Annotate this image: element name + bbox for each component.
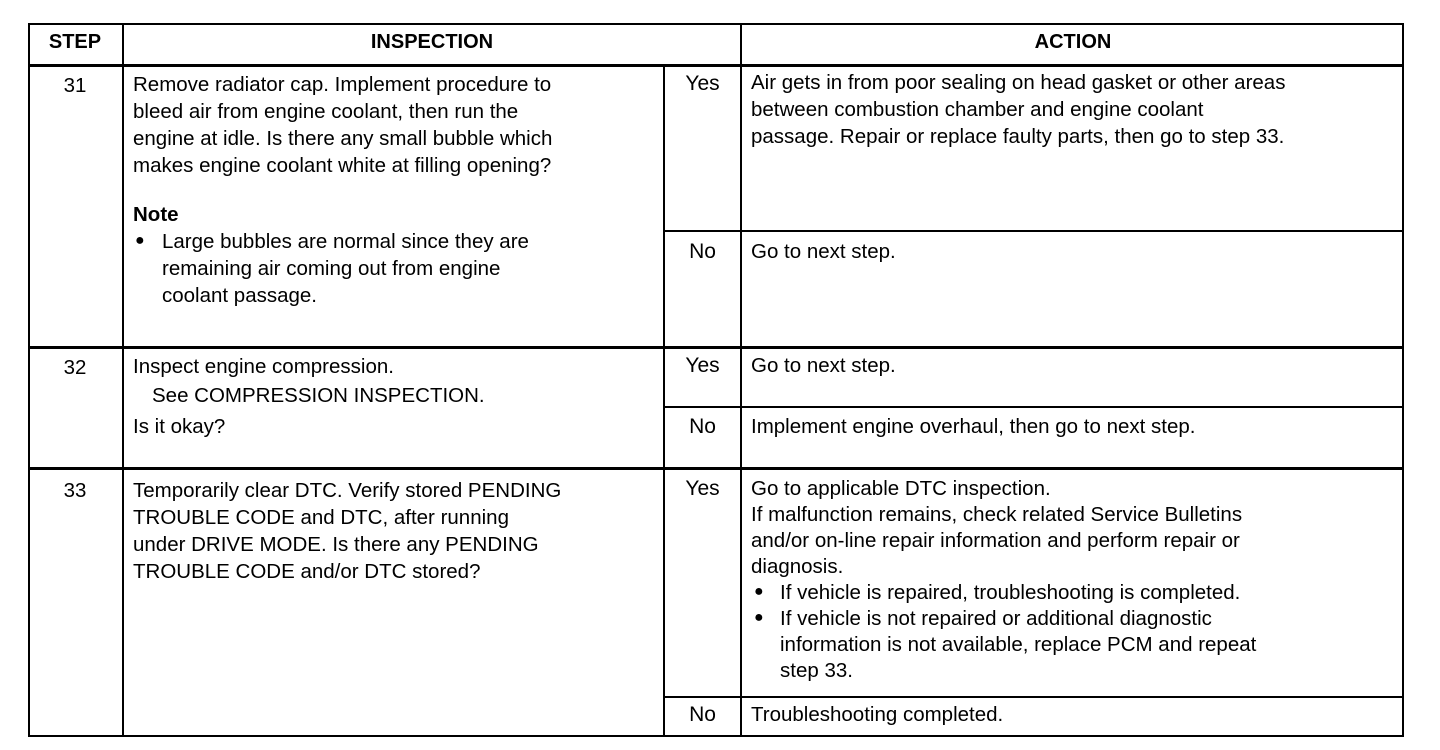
row33-yes-action-line: Go to applicable DTC inspection.: [751, 477, 1051, 500]
row32-no-action: Implement engine overhaul, then go to next step.: [751, 415, 1196, 438]
row31-note-title: Note: [133, 203, 179, 226]
row31-inspection-line: Remove radiator cap. Implement procedure to: [133, 73, 552, 96]
row33-bullet1-line: If vehicle is repaired, troubleshooting is completed.: [780, 581, 1241, 604]
row33-inspection-line: under DRIVE MODE. Is there any PENDING: [133, 533, 539, 556]
row31-note-line: remaining air coming out from engine: [162, 257, 501, 280]
row33-yes-action-line: and/or on-line repair information and perform repair or: [751, 529, 1240, 552]
step-number-32: 32: [63, 356, 87, 379]
step-column-divider: [122, 23, 124, 737]
row32-yes-action: Go to next step.: [751, 354, 896, 377]
bullet-icon: ●: [135, 232, 145, 249]
row32-inspection-line: See COMPRESSION INSPECTION.: [152, 384, 485, 407]
row31-yes-action-line: Air gets in from poor sealing on head gasket or other areas: [751, 71, 1286, 94]
row33-yes-action-line: diagnosis.: [751, 555, 844, 578]
row-divider-32-33: [28, 467, 1404, 470]
row31-note-line: Large bubbles are normal since they are: [162, 230, 529, 253]
row33-inspection-line: Temporarily clear DTC. Verify stored PENDING: [133, 479, 562, 502]
header-action: ACTION: [1034, 31, 1112, 53]
row31-inspection-line: engine at idle. Is there any small bubble which: [133, 127, 553, 150]
row33-no-action: Troubleshooting completed.: [751, 703, 1004, 726]
row32-yes-no-divider: [663, 406, 1404, 408]
row33-yes-no-divider: [663, 696, 1404, 698]
row31-yes-action-line: passage. Repair or replace faulty parts, then go to step 33.: [751, 125, 1285, 148]
step-number-31: 31: [63, 74, 87, 97]
row31-no-label: No: [689, 240, 716, 263]
row31-yes-no-divider: [663, 230, 1404, 232]
row33-yes-label: Yes: [685, 477, 720, 500]
row33-bullet2-line: If vehicle is not repaired or additional diagnostic: [780, 607, 1212, 630]
row31-yes-action-line: between combustion chamber and engine coolant: [751, 98, 1204, 121]
header-inspection: INSPECTION: [370, 31, 494, 53]
header-divider: [28, 64, 1404, 67]
row33-yes-action-line: If malfunction remains, check related Service Bulletins: [751, 503, 1243, 526]
bullet-icon: ●: [754, 609, 764, 626]
row32-no-label: No: [689, 415, 716, 438]
header-step: STEP: [48, 31, 102, 53]
row33-bullet2-line: information is not available, replace PCM and repeat: [780, 633, 1257, 656]
row33-inspection-line: TROUBLE CODE and DTC, after running: [133, 506, 509, 529]
answer-column-divider: [663, 65, 665, 737]
action-column-divider: [740, 23, 742, 737]
row31-note-line: coolant passage.: [162, 284, 318, 307]
row33-bullet2-line: step 33.: [780, 659, 853, 682]
row32-yes-label: Yes: [685, 354, 720, 377]
row33-inspection-line: TROUBLE CODE and/or DTC stored?: [133, 560, 481, 583]
row31-yes-label: Yes: [685, 72, 720, 95]
row32-inspection-line: Inspect engine compression.: [133, 355, 394, 378]
row-divider-31-32: [28, 346, 1404, 349]
row32-inspection-line: Is it okay?: [133, 415, 226, 438]
row31-inspection-line: bleed air from engine coolant, then run the: [133, 100, 519, 123]
row31-no-action: Go to next step.: [751, 240, 896, 263]
step-number-33: 33: [63, 479, 87, 502]
row33-no-label: No: [689, 703, 716, 726]
bullet-icon: ●: [754, 583, 764, 600]
row31-inspection-line: makes engine coolant white at filling opening?: [133, 154, 552, 177]
